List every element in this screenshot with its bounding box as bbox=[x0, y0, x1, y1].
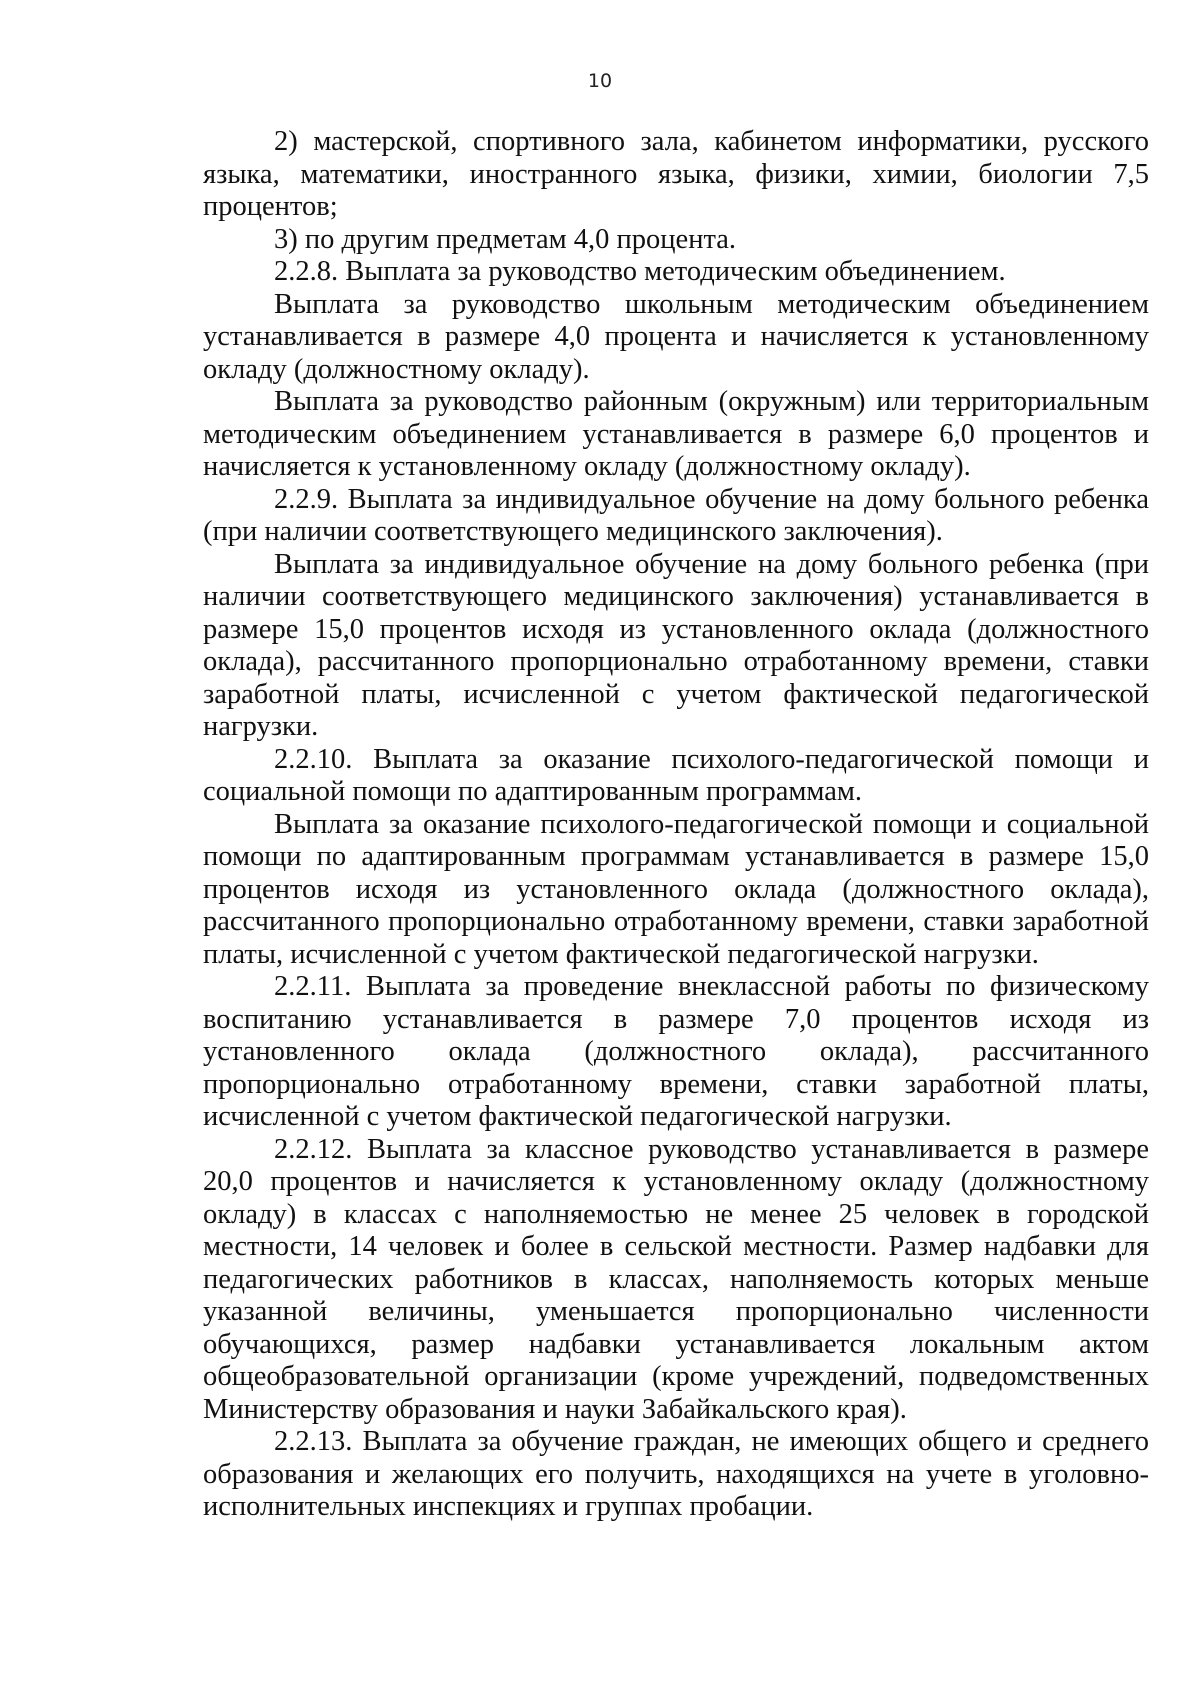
page-number: 10 bbox=[587, 70, 613, 92]
section-heading-2-2-13: 2.2.13. Выплата за обучение граждан, не имеющих общего и среднего образования и желающих его получить, находящихся на учете в уголовно-исполнительных инспекциях и группах пробации. bbox=[203, 1426, 1149, 1522]
document-body bbox=[203, 126, 1149, 1524]
section-heading-2-2-11: 2.2.11. Выплата за проведение внеклассной работы по физическому воспитанию устанавливается в размере 7,0 процентов исходя из установленного оклада (должностного оклада), рассчитанного пропорционально отработанному времени, ставки заработной платы, исчисленной с учетом фактической педагогической нагрузки. bbox=[203, 971, 1149, 1132]
paragraph-school-methodical: Выплата за руководство школьным методическим объединением устанавливается в размере 4,0 процента и начисляется к установленному окладу (должностному окладу). bbox=[203, 288, 1149, 385]
section-heading-2-2-10: 2.2.10. Выплата за оказание психолого-педагогической помощи и социальной помощи по адаптированным программам. bbox=[203, 743, 1149, 807]
section-heading-2-2-12: 2.2.12. Выплата за классное руководство устанавливается в размере 20,0 процентов и начисляется к установленному окладу (должностному окладу) в классах с наполняемостью не менее 25 человек в городской местности, 14 человек и более в сельской местности. Размер надбавки для педагогических работников в классах, наполняемость которых меньше указанной величины, уменьшается пропорционально численности обучающихся, размер надбавки устанавливается локальным актом общеобразовательной организации (кроме учреждений, подведомственных Министерству образования и науки Забайкальского края). bbox=[203, 1133, 1149, 1425]
paragraph-district-methodical: Выплата за руководство районным (окружным) или территориальным методическим объединением устанавливается в размере 6,0 процентов и начисляется к установленному окладу (должностному окладу). bbox=[203, 386, 1149, 482]
section-heading-2-2-8: 2.2.8. Выплата за руководство методическим объединением. bbox=[274, 256, 1006, 287]
paragraph-item-2: 2) мастерской, спортивного зала, кабинетом информатики, русского языка, математики, иностранного языка, физики, химии, биологии 7,5 процентов; bbox=[203, 126, 1149, 222]
section-heading-2-2-9: 2.2.9. Выплата за индивидуальное обучение на дому больного ребенка (при наличии соответствующего медицинского заключения). bbox=[203, 483, 1149, 547]
paragraph-home-education: Выплата за индивидуальное обучение на дому больного ребенка (при наличии соответствующего медицинского заключения) устанавливается в размере 15,0 процентов исходя из установленного оклада (должностного оклада), рассчитанного пропорционально отработанному времени, ставки заработной платы, исчисленной с учетом фактической педагогической нагрузки. bbox=[203, 548, 1149, 742]
paragraph-psych-help: Выплата за оказание психолого-педагогической помощи и социальной помощи по адаптированным программам устанавливается в размере 15,0 процентов исходя из установленного оклада (должностного оклада), рассчитанного пропорционально отработанному времени, ставки заработной платы, исчисленной с учетом фактической педагогической нагрузки. bbox=[203, 808, 1149, 970]
paragraph-item-3: 3) по другим предметам 4,0 процента. bbox=[274, 223, 737, 255]
